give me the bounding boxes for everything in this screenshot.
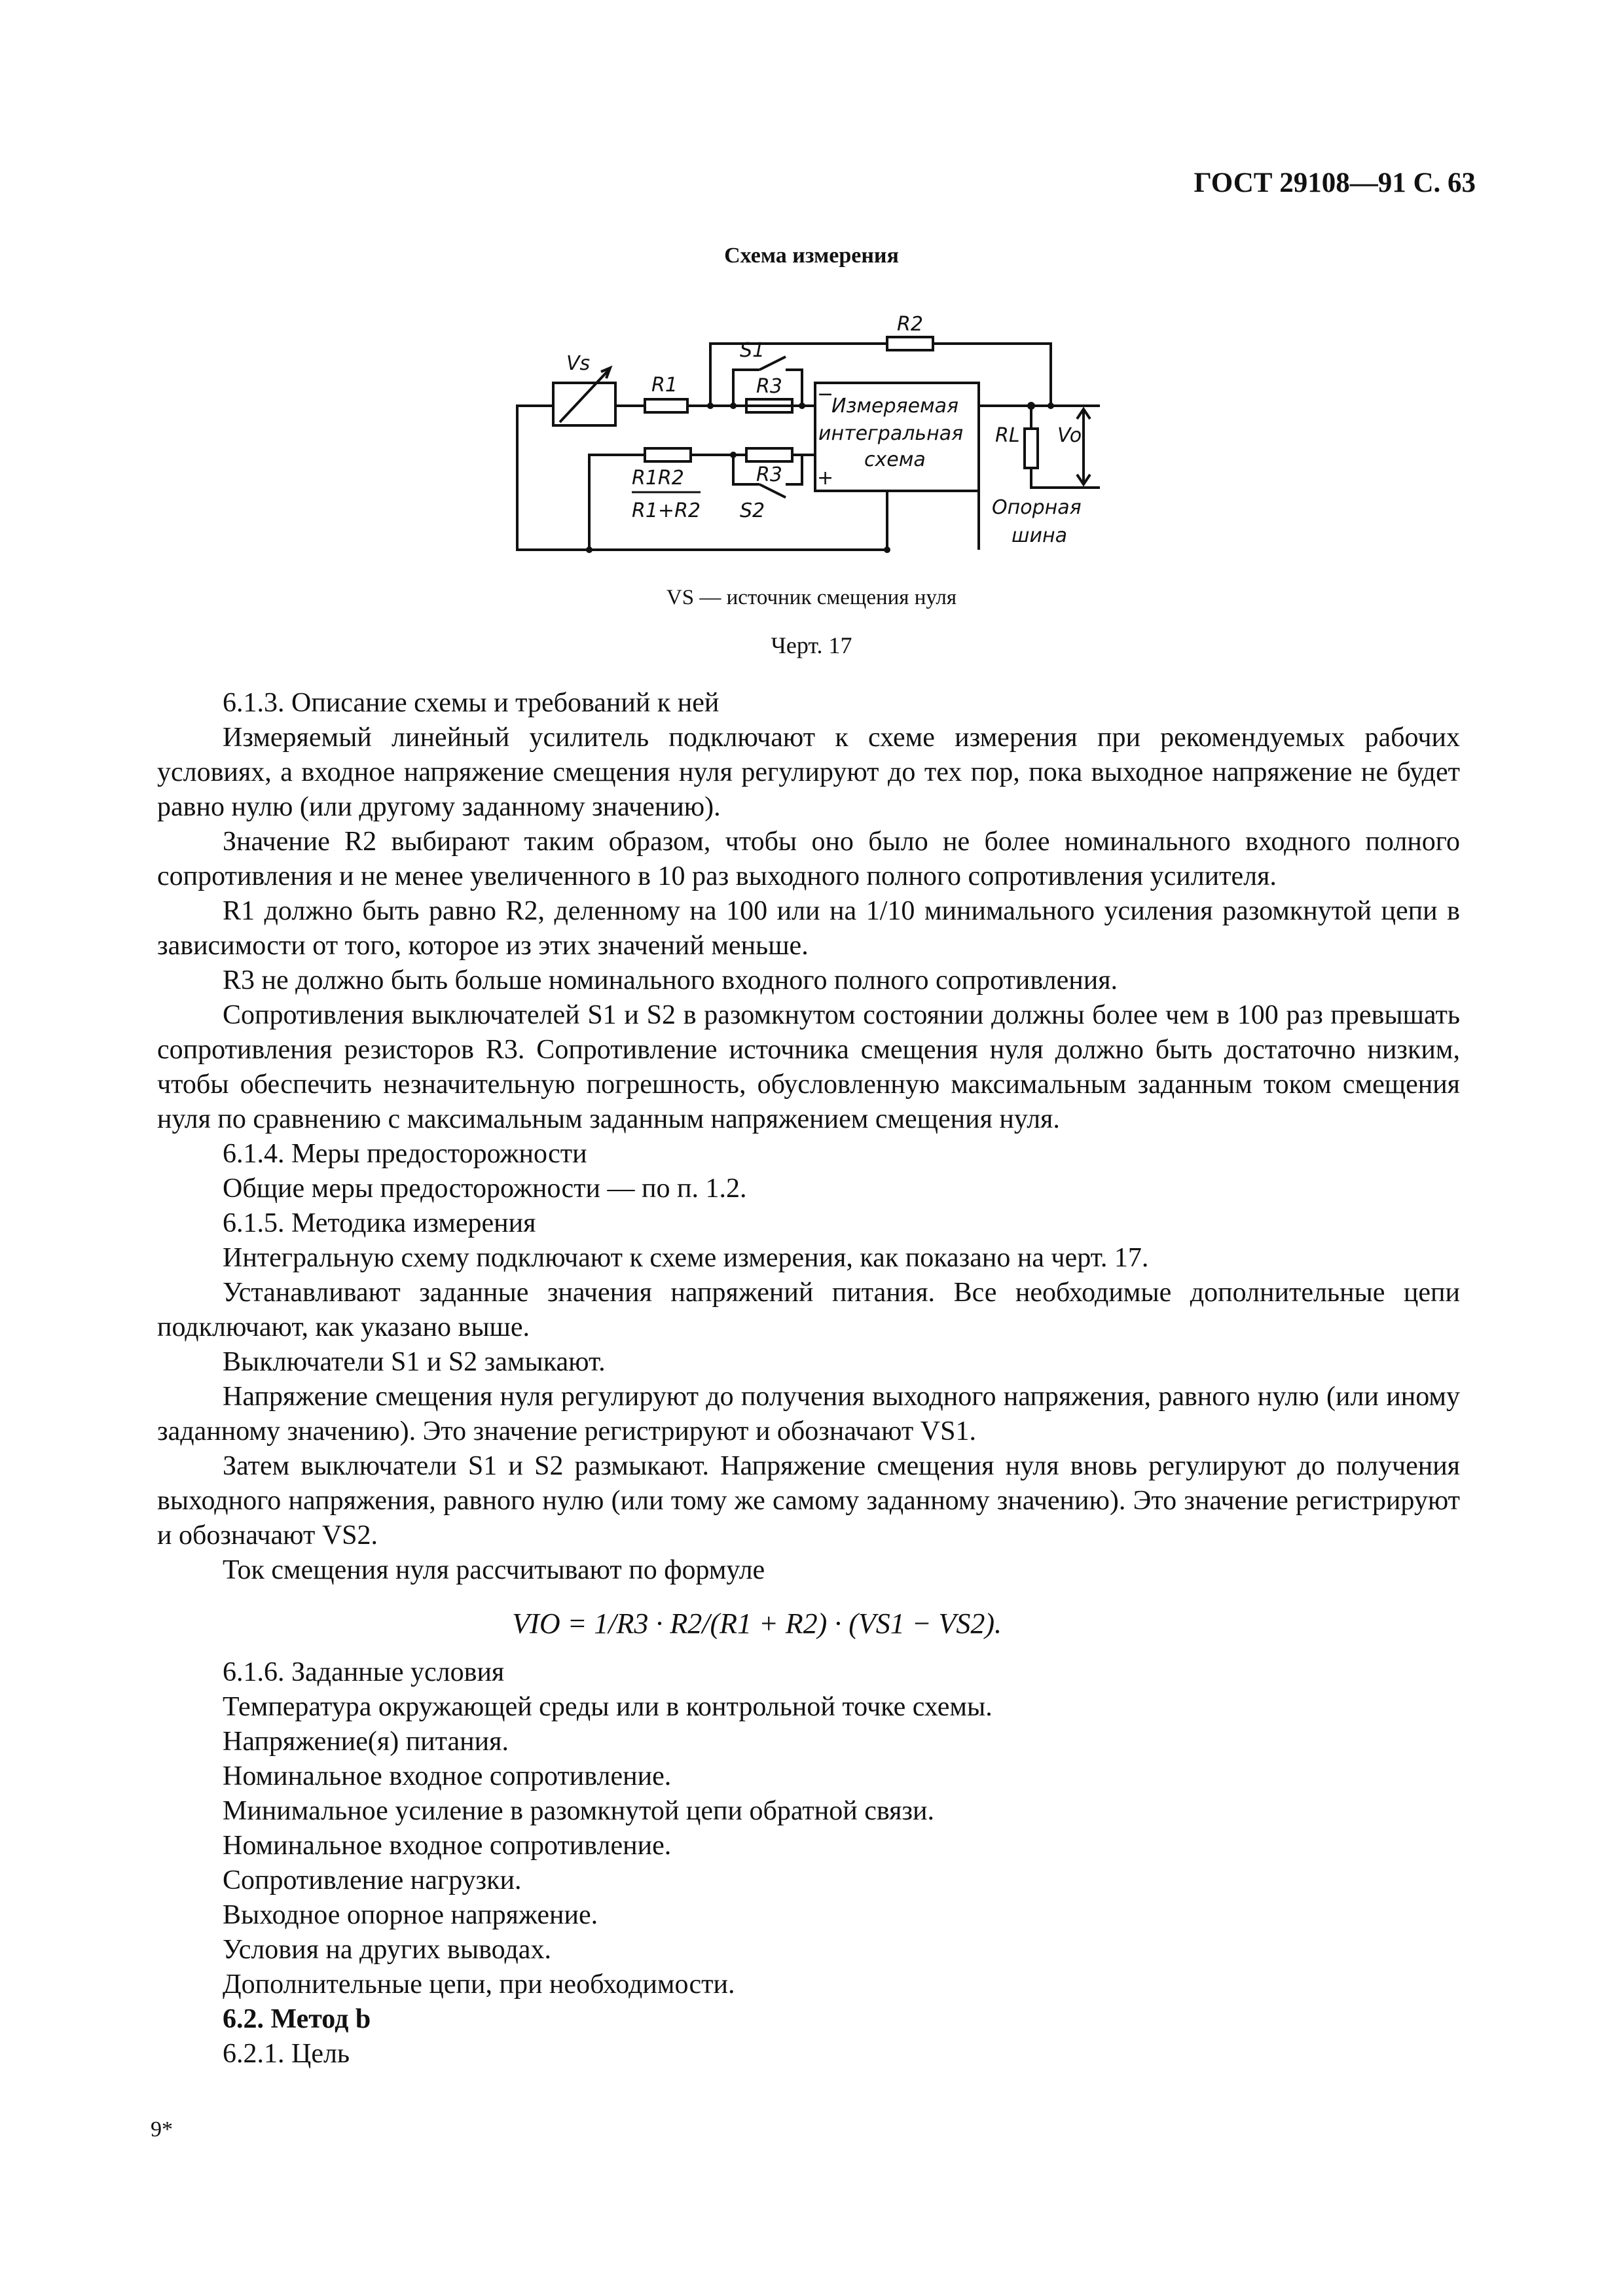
vs-arrow <box>560 370 609 422</box>
vs-label: Vs <box>566 352 591 375</box>
paragraph: Измеряемый линейный усилитель подключают к схеме измерения при рекомендуемых рабочих условиях, а входное напряжение смещения нуля регулируют до тех пор, пока выходное напряжение не будет равно нулю (или другому заданному значению). <box>157 723 1460 822</box>
ic-label-1: Измеряемая <box>831 395 959 418</box>
paragraph: Ток смещения нуля рассчитывают по формуле <box>223 1555 765 1585</box>
paragraph: R1 должно быть равно R2, деленному на 100 или на 1/10 минимального усиления разомкнутой цепи в зависимости от того, которое из этих значений меньше. <box>157 896 1460 961</box>
r3-top-label: R3 <box>756 375 782 398</box>
plus-label: + <box>817 467 834 490</box>
formula: VIO = 1/R3 · R2/(R1 + R2) · (VS1 − VS2). <box>512 1607 1002 1640</box>
section-6-1-6: 6.1.6. Заданные условия <box>223 1657 505 1687</box>
r1r2-den-label: R1+R2 <box>632 499 701 522</box>
r2-resistor <box>887 337 933 350</box>
r3-bottom-resistor <box>746 448 792 461</box>
vo-label: Vo <box>1057 424 1082 447</box>
rl-resistor <box>1025 429 1038 468</box>
figure-label: Черт. 17 <box>771 632 852 658</box>
list-item: Напряжение(я) питания. <box>223 1727 509 1757</box>
circuit-diagram <box>504 295 1133 566</box>
paragraph: Выключатели S1 и S2 замыкают. <box>223 1347 606 1377</box>
ic-label-2: интегральная <box>818 422 964 445</box>
s1-label: S1 <box>740 339 765 362</box>
list-item: Минимальное усиление в разомкнутой цепи обратной связи. <box>223 1796 934 1826</box>
ref-label-2: шина <box>1012 524 1067 547</box>
rl-label: RL <box>995 424 1020 447</box>
s2-label: S2 <box>740 499 765 522</box>
s2-switch <box>759 484 786 497</box>
list-item: Сопротивление нагрузки. <box>223 1865 522 1895</box>
figure-title: Схема измерения <box>724 243 899 268</box>
list-item: Условия на других выводах. <box>223 1935 551 1965</box>
page-header: ГОСТ 29108—91 С. 63 <box>1194 168 1476 198</box>
r1-resistor <box>645 399 687 412</box>
paragraph: Интегральную схему подключают к схеме измерения, как показано на черт. 17. <box>223 1243 1149 1273</box>
paragraph: R3 не должно быть больше номинального входного полного сопротивления. <box>223 965 1118 996</box>
minus-label: − <box>817 383 834 406</box>
paragraph: Напряжение смещения нуля регулируют до получения выходного напряжения, равного нулю (или иному заданному значению). Это значение регистрируют и обозначают VS1. <box>157 1382 1460 1446</box>
r3-bottom-label: R3 <box>756 463 782 486</box>
list-item: Температура окружающей среды или в контрольной точке схемы. <box>223 1692 993 1722</box>
figure-caption: VS — источник смещения нуля <box>666 586 957 609</box>
r1r2-resistor <box>645 448 691 461</box>
ref-label-1: Опорная <box>992 496 1082 519</box>
list-item: Номинальное входное сопротивление. <box>223 1831 672 1861</box>
list-item: Выходное опорное напряжение. <box>223 1900 598 1930</box>
paragraph: Общие меры предосторожности — по п. 1.2. <box>223 1174 747 1204</box>
section-6-2: 6.2. Метод b <box>223 2004 371 2034</box>
page-footer: 9* <box>151 2117 173 2142</box>
paragraph: Устанавливают заданные значения напряжений питания. Все необходимые дополнительные цепи подключают, как указано выше. <box>157 1278 1460 1342</box>
r1-label: R1 <box>651 374 678 397</box>
paragraph: Затем выключатели S1 и S2 размыкают. Напряжение смещения нуля вновь регулируют до получения выходного напряжения, равного нулю (или тому же самому заданному значению). Это значение регистрируют и обозначают VS2. <box>157 1451 1460 1551</box>
body-text <box>157 686 1460 2072</box>
section-6-2-1: 6.2.1. Цель <box>223 2039 350 2069</box>
section-6-1-5: 6.1.5. Методика измерения <box>223 1208 536 1238</box>
list-item: Номинальное входное сопротивление. <box>223 1761 672 1791</box>
ic-label-3: схема <box>864 448 926 471</box>
section-6-1-3: 6.1.3. Описание схемы и требований к ней <box>223 688 720 718</box>
section-6-1-4: 6.1.4. Меры предосторожности <box>223 1139 587 1169</box>
paragraph: Сопротивления выключателей S1 и S2 в разомкнутом состоянии должны более чем в 100 раз превышать сопротивления резисторов R3. Сопротивление источника смещения нуля должно быть достаточно низким, чтобы обеспечить незначительную погрешность, обусловленную максимальным заданным током смещения нуля по сравнению с максимальным заданным напряжением смещения нуля. <box>157 1000 1460 1134</box>
r2-label: R2 <box>897 313 923 336</box>
list-item: Дополнительные цепи, при необходимости. <box>223 1969 735 2000</box>
paragraph: Значение R2 выбирают таким образом, чтобы оно было не более номинального входного полного сопротивления и не менее увеличенного в 10 раз выходного полного сопротивления усилителя. <box>157 827 1460 891</box>
r1r2-num-label: R1R2 <box>632 467 684 490</box>
